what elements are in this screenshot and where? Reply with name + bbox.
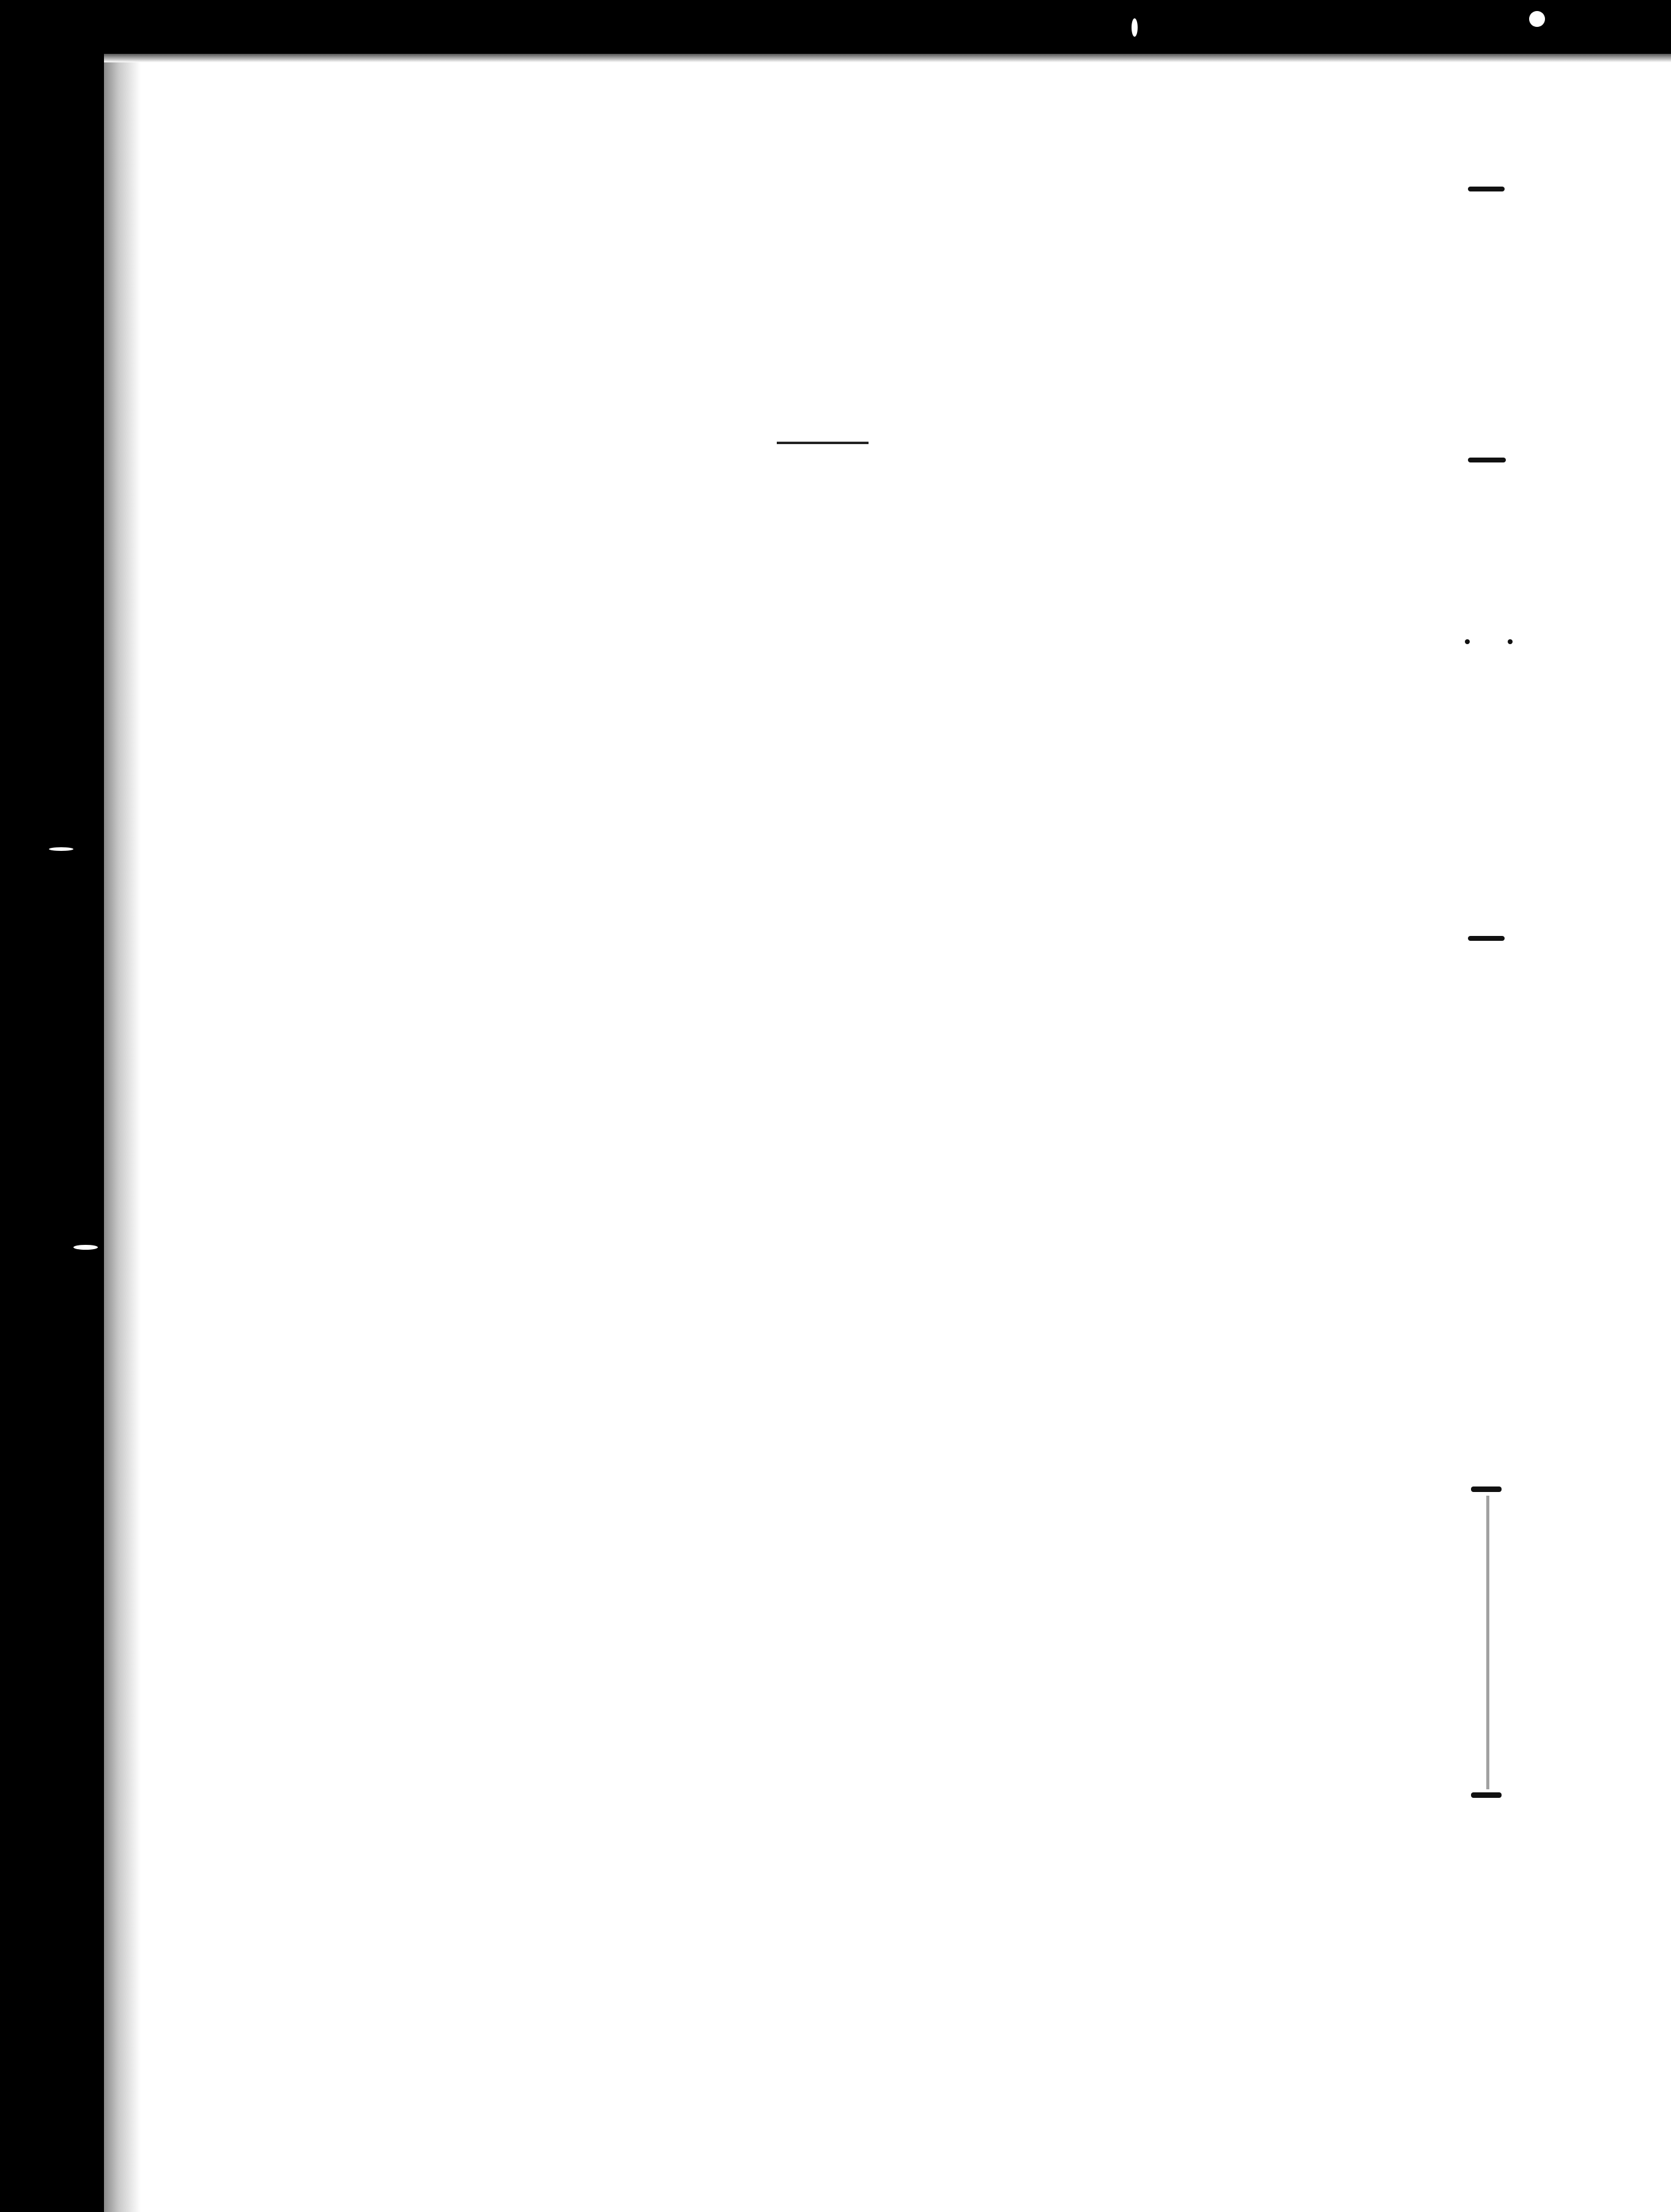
page-top-edge <box>104 54 1671 62</box>
binding-mark <box>1468 187 1505 191</box>
binding-mark <box>1468 458 1506 462</box>
binding-dot <box>1465 639 1470 644</box>
scan-speck <box>49 847 73 851</box>
binding-dot <box>1508 639 1513 644</box>
binding-mark <box>1471 1792 1502 1798</box>
document-page <box>104 54 1671 2212</box>
binding-mark <box>1471 1486 1502 1492</box>
binding-mark <box>1468 936 1505 941</box>
section-divider <box>777 442 869 444</box>
page-gutter-shadow <box>104 54 141 2212</box>
page-number <box>795 280 844 322</box>
binding-thread <box>1486 1496 1489 1789</box>
scan-speck <box>73 1245 98 1250</box>
scan-speck <box>1132 18 1138 37</box>
scan-speck <box>1529 11 1545 27</box>
